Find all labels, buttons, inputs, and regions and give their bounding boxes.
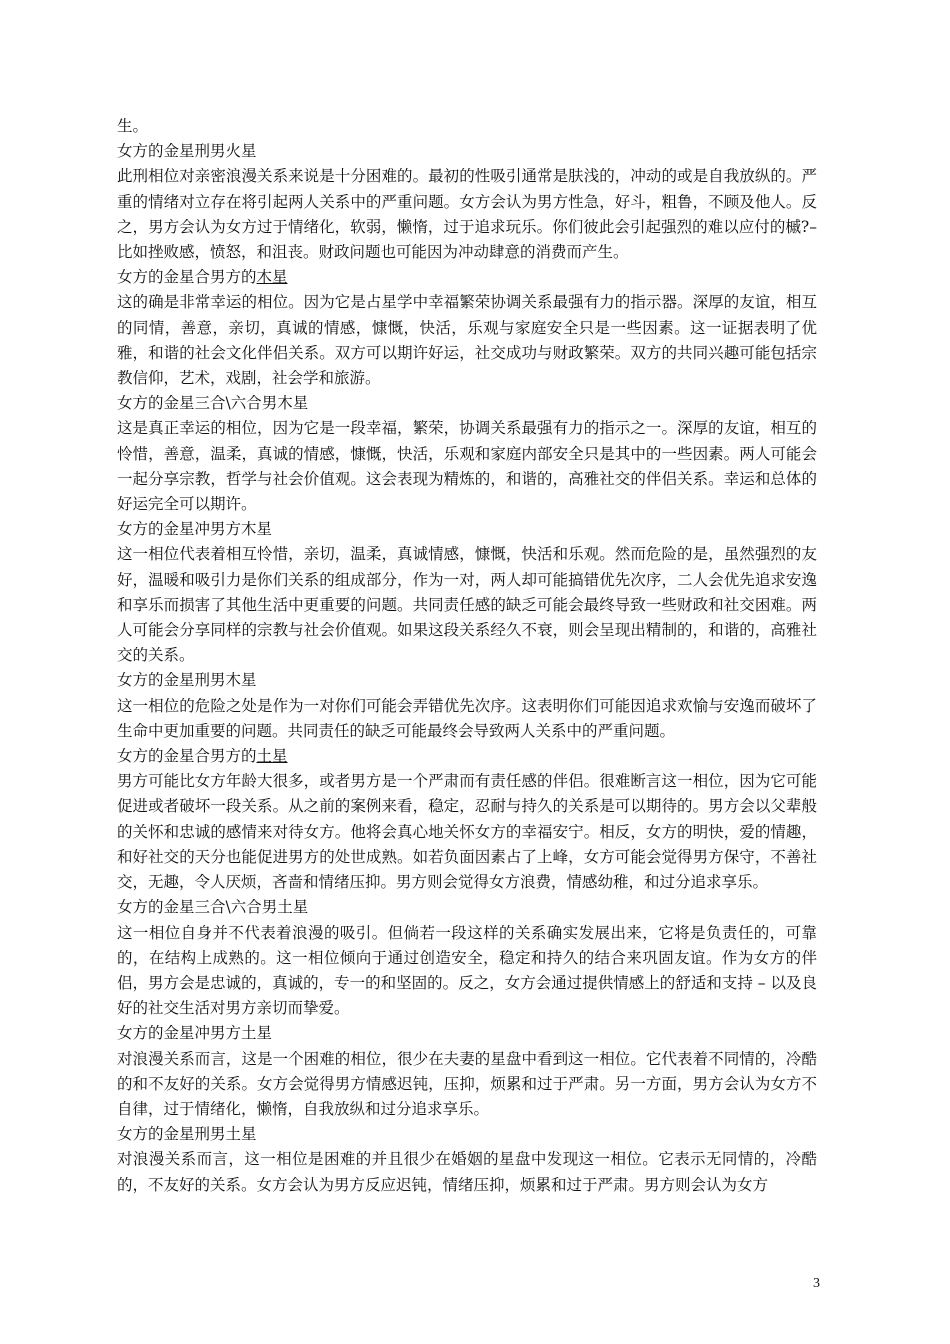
section-heading	[117, 1021, 817, 1046]
section-body: 对浪漫关系而言，这是一个困难的相位，很少在夫妻的星盘中看到这一相位。它代表着不同情的，冷酷的和不友好的关系。女方会觉得男方情感迟钝，压抑，烦累和过于严肃。另一方面，男方会认为女方不自律，过于情绪化，懒惰，自我放纵和过分追求享乐。	[117, 1049, 817, 1118]
section-heading-text: 女方的金星刑男火星	[117, 142, 257, 161]
section-body: 对浪漫关系而言，这一相位是困难的并且很少在婚姻的星盘中发现这一相位。它表示无同情的，冷酷的，不友好的关系。女方会认为男方反应迟钝，情绪压抑，烦累和过于严肃。男方则会认为女方	[117, 1150, 817, 1194]
section-heading-text: 女方的金星合男方的	[117, 747, 257, 766]
page-number: 3	[813, 1276, 820, 1291]
section-heading	[117, 517, 817, 542]
section-heading	[117, 265, 817, 290]
section-heading-text: 女方的金星冲男方木星	[117, 520, 273, 539]
section-body: 这一相位自身并不代表着浪漫的吸引。但倘若一段这样的关系确实发展出来，它将是负责任的，可靠的，在结构上成熟的。这一相位倾向于通过创造安全，稳定和持久的结合来巩固友谊。作为女方的伴侣，男方会是忠诚的，真诚的，专一的和坚固的。反之，女方会通过提供情感上的舒适和支持 – 以及良好的社交生活对男方亲切而挚爱。	[117, 923, 817, 1018]
section-body: 这的确是非常幸运的相位。因为它是占星学中幸福繁荣协调关系最强有力的指示器。深厚的友谊，相互的同情，善意，亲切，真诚的情感，慷慨，快活，乐观与家庭安全只是一些因素。这一证据表明了优雅，和谐的社会文化伴侣关系。双方可以期许好运，社交成功与财政繁荣。双方的共同兴趣可能包括宗教信仰，艺术，戏剧，社会学和旅游。	[117, 293, 817, 388]
sections-container	[117, 139, 817, 1198]
section-body: 这是真正幸运的相位，因为它是一段幸福，繁荣，协调关系最强有力的指示之一。深厚的友谊，相互的怜惜，善意，温柔，真诚的情感，慷慨，快活，乐观和家庭内部安全只是其中的一些因素。两人可能会一起分享宗教，哲学与社会价值观。这会表现为精炼的，和谐的，高雅社交的伴侣关系。幸运和总体的好运完全可以期许。	[117, 419, 817, 514]
section-heading-text: 女方的金星三合\六合男土星	[117, 898, 309, 917]
section-heading	[117, 139, 817, 164]
section-heading-text: 女方的金星刑男木星	[117, 671, 257, 690]
section-heading-link[interactable]: 土星	[256, 747, 288, 766]
document-body	[117, 114, 817, 1198]
section-heading	[117, 668, 817, 693]
section-body: 此刑相位对亲密浪漫关系来说是十分困难的。最初的性吸引通常是肤浅的，冲动的或是自我放纵的。严重的情绪对立存在将引起两人关系中的严重问题。女方会认为男方性急，好斗，粗鲁，不顾及他人。反之，男方会认为女方过于情绪化，软弱，懒惰，过于追求玩乐。你们彼此会引起强烈的难以应付的槭?– 比如挫败感，愤怒，和沮丧。财政问题也可能因为冲动肆意的消费而产生。	[117, 167, 817, 262]
section-heading-text: 女方的金星刑男土星	[117, 1125, 257, 1144]
section-heading	[117, 744, 817, 769]
section-heading	[117, 895, 817, 920]
section-heading-link[interactable]: 木星	[256, 268, 288, 287]
section-body: 这一相位的危险之处是作为一对你们可能会弄错优先次序。这表明你们可能因追求欢愉与安逸而破坏了生命中更加重要的问题。共同责任的缺乏可能最终会导致两人关系中的严重问题。	[117, 696, 817, 740]
section-heading-text: 女方的金星合男方的	[117, 268, 257, 287]
lead-text: 生。	[117, 117, 149, 135]
section-body: 这一相位代表着相互怜惜，亲切，温柔，真诚情感，慷慨，快活和乐观。然而危险的是，虽然强烈的友好，温暖和吸引力是你们关系的组成部分，作为一对，两人却可能搞错优先次序，二人会优先追求安逸和享乐而损害了其他生活中更重要的问题。共同责任感的缺乏可能会最终导致一些财政和社交困难。两人可能会分享同样的宗教与社会价值观。如果这段关系经久不衰，则会呈现出精制的，和谐的，高雅社交的关系。	[117, 545, 817, 665]
section-heading-text: 女方的金星三合\六合男木星	[117, 394, 309, 413]
section-heading-text: 女方的金星冲男方土星	[117, 1024, 273, 1043]
section-heading	[117, 391, 817, 416]
section-heading	[117, 1122, 817, 1147]
section-body: 男方可能比女方年龄大很多，或者男方是一个严肃而有责任感的伴侣。很难断言这一相位，因为它可能促进或者破坏一段关系。从之前的案例来看，稳定，忍耐与持久的关系是可以期待的。男方会以父辈般的关怀和忠诚的感情来对待女方。他将会真心地关怀女方的幸福安宁。相反，女方的明快，爱的情趣，和好社交的天分也能促进男方的处世成熟。如若负面因素占了上峰，女方可能会觉得男方保守，不善社交，无趣，令人厌烦，吝啬和情绪压抑。男方则会觉得女方浪费，情感幼稚，和过分追求享乐。	[117, 772, 817, 892]
